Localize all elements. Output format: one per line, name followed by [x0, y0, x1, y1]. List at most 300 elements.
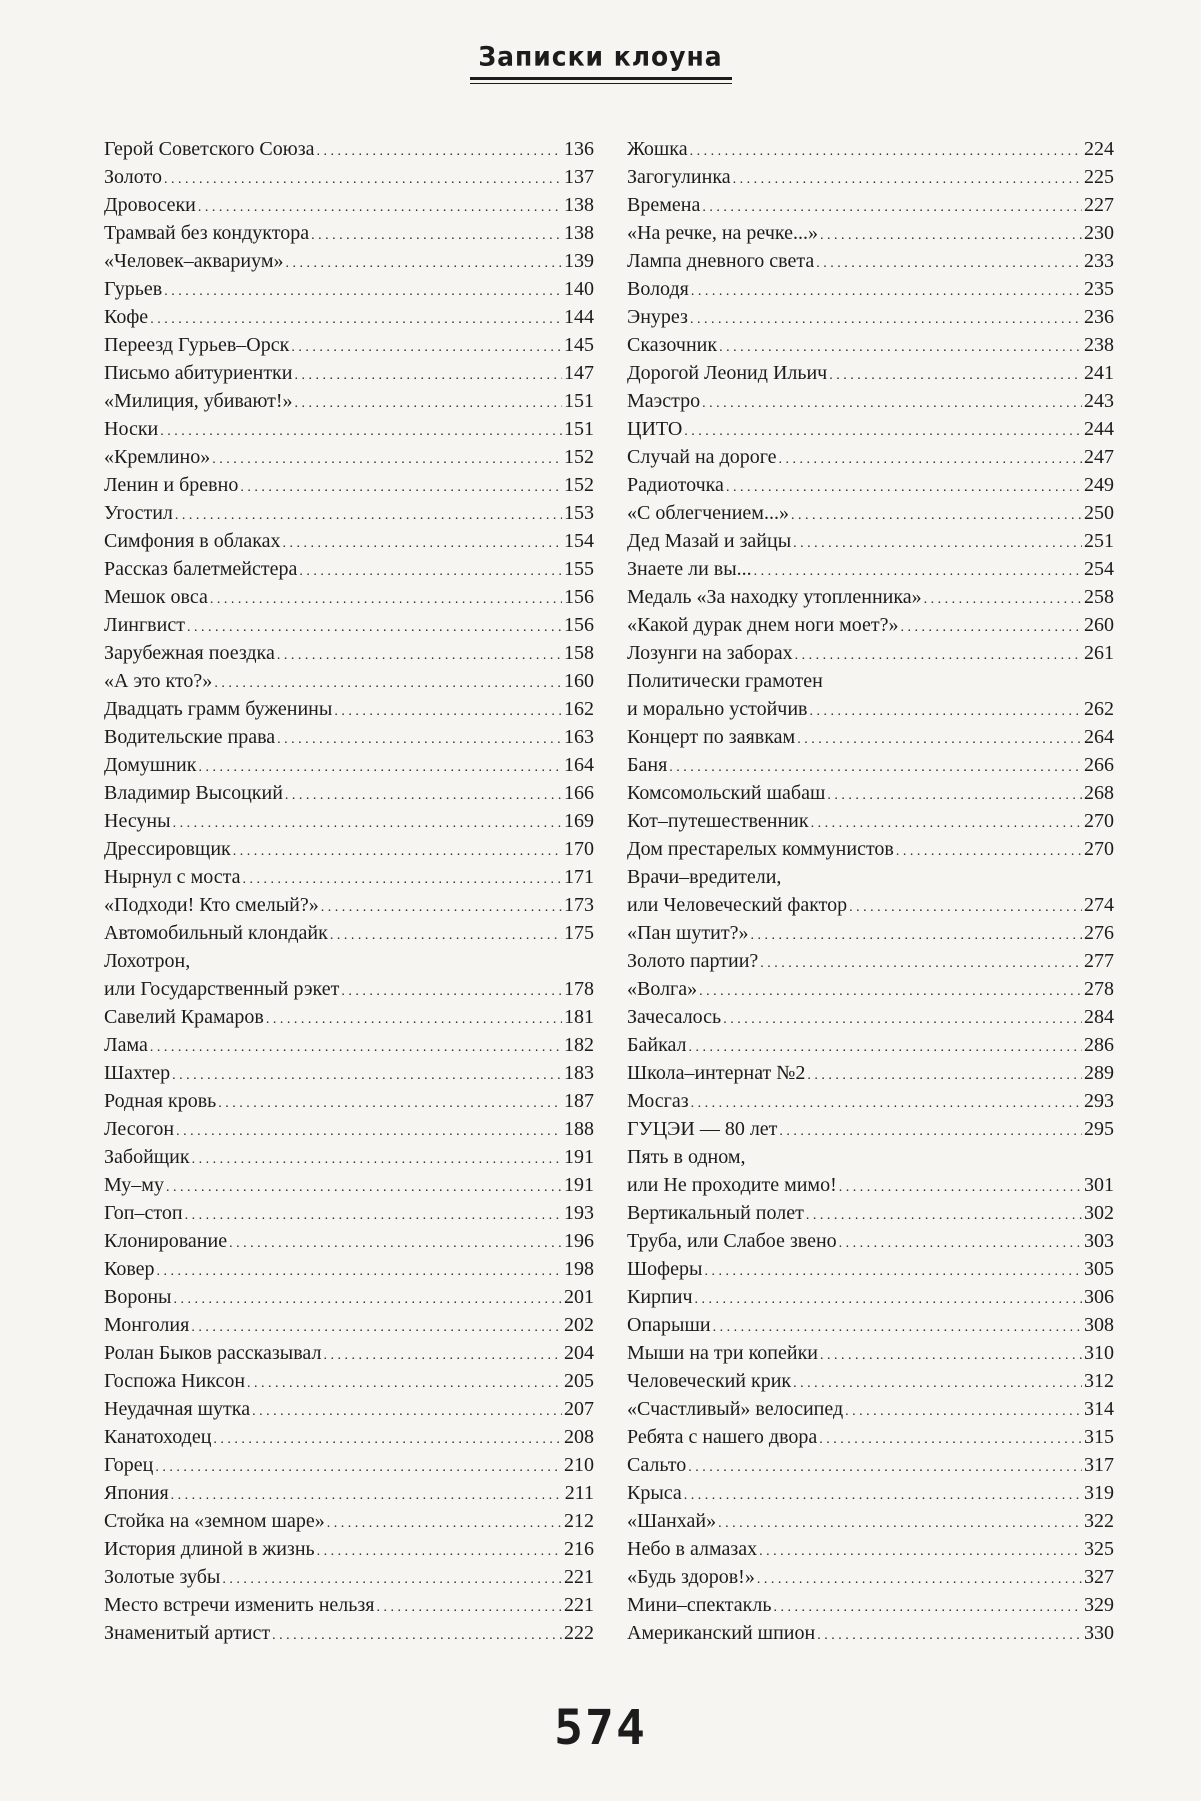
dot-leader [334, 698, 562, 726]
toc-entry [104, 639, 594, 667]
dot-leader [779, 446, 1082, 474]
dot-leader [750, 922, 1082, 950]
toc-entry-title: Вороны [104, 1286, 172, 1308]
toc-entry-page: 295 [1084, 1118, 1114, 1140]
toc-entry [627, 443, 1114, 471]
dot-leader [793, 530, 1082, 558]
toc-entry [104, 863, 594, 891]
dot-leader [809, 698, 1082, 726]
toc-entry [104, 1143, 594, 1171]
dot-leader [277, 726, 562, 754]
toc-entry-page: 289 [1084, 1062, 1114, 1084]
toc-entry [104, 1619, 594, 1647]
toc-entry-title: Дорогой Леонид Ильич [627, 362, 828, 384]
toc-entry-page: 144 [564, 306, 594, 328]
toc-entry [627, 387, 1114, 415]
dot-leader [723, 1006, 1082, 1034]
toc-entry-page: 198 [564, 1258, 594, 1280]
toc-entry-page: 211 [564, 1482, 594, 1504]
dot-leader [699, 978, 1082, 1006]
toc-entry-page: 221 [564, 1594, 594, 1616]
toc-entry-title: Несуны [104, 810, 171, 832]
toc-entry [104, 975, 594, 1003]
dot-leader [806, 1202, 1082, 1230]
toc-entry [627, 1059, 1114, 1087]
toc-entry-title: Мыши на три копейки [627, 1342, 818, 1364]
toc-entry [627, 247, 1114, 275]
toc-entry-title: Золотые зубы [104, 1566, 221, 1588]
toc-entry [627, 835, 1114, 863]
toc-entry [627, 919, 1114, 947]
dot-leader [173, 1286, 562, 1314]
toc-entry-page: 233 [1084, 250, 1114, 272]
dot-leader [164, 166, 562, 194]
dot-leader [713, 1314, 1082, 1342]
toc-entry-title: Лампа дневного света [627, 250, 815, 272]
toc-entry [627, 1339, 1114, 1367]
dot-leader [341, 978, 562, 1006]
toc-entry [627, 1563, 1114, 1591]
toc-entry-page: 224 [1084, 138, 1114, 160]
toc-entry-page: 170 [564, 838, 594, 860]
toc-entry-title: Американский шпион [627, 1622, 816, 1644]
toc-entry-page: 160 [564, 670, 594, 692]
toc-entry-title: Герой Советского Союза [104, 138, 315, 160]
toc-entry [627, 1619, 1114, 1647]
dot-leader [901, 614, 1082, 642]
toc-entry [627, 639, 1114, 667]
toc-entry-page: 201 [564, 1286, 594, 1308]
toc-entry [104, 611, 594, 639]
dot-leader [689, 1034, 1082, 1062]
toc-entry-page: 235 [1084, 278, 1114, 300]
toc-entry [627, 1003, 1114, 1031]
toc-entry-page: 276 [1084, 922, 1114, 944]
toc-entry-title: Ролан Быков рассказывал [104, 1342, 322, 1364]
toc-left-column [104, 135, 594, 1647]
toc-entry-title: Канатоходец [104, 1426, 212, 1448]
toc-entry [104, 1395, 594, 1423]
dot-leader [791, 502, 1082, 530]
toc-entry-title: Небо в алмазах [627, 1538, 758, 1560]
toc-entry-title: Сказочник [627, 334, 718, 356]
toc-entry [627, 415, 1114, 443]
toc-entry [627, 1423, 1114, 1451]
toc-entry [627, 975, 1114, 1003]
toc-entry-page: 277 [1084, 950, 1114, 972]
dot-leader [317, 138, 563, 166]
dot-leader [166, 1174, 562, 1202]
dot-leader [222, 1566, 562, 1594]
dot-leader [213, 1426, 562, 1454]
toc-entry-title: Лама [104, 1034, 148, 1056]
dot-leader [266, 1006, 562, 1034]
toc-entry-title: ГУЦЭИ — 80 лет [627, 1118, 778, 1140]
toc-entry [627, 1143, 1114, 1171]
toc-entry [627, 1283, 1114, 1311]
toc-entry-page: 238 [1084, 334, 1114, 356]
toc-entry [104, 1003, 594, 1031]
toc-entry-title: Загогулинка [627, 166, 731, 188]
toc-entry-page: 171 [564, 866, 594, 888]
toc-entry-title: Горец [104, 1454, 154, 1476]
toc-entry [104, 1591, 594, 1619]
toc-entry-page: 251 [1084, 530, 1114, 552]
dot-leader [690, 138, 1082, 166]
dot-leader [155, 1454, 562, 1482]
dot-leader [797, 726, 1082, 754]
toc-entry [104, 219, 594, 247]
toc-entry [104, 751, 594, 779]
toc-entry-page: 208 [564, 1426, 594, 1448]
toc-entry-title: «Счастливый» велосипед [627, 1398, 844, 1420]
dot-leader [819, 1426, 1082, 1454]
toc-entry-page: 183 [564, 1062, 594, 1084]
dot-leader [376, 1594, 562, 1622]
dot-leader [726, 474, 1082, 502]
dot-leader [807, 1062, 1082, 1090]
toc-entry [627, 583, 1114, 611]
toc-entry-title: Гоп–стоп [104, 1202, 183, 1224]
toc-entry [104, 1031, 594, 1059]
dot-leader [684, 418, 1082, 446]
toc-entry-title: или Не проходите мимо! [627, 1174, 837, 1196]
dot-leader [684, 1482, 1082, 1510]
toc-entry-title: Лесогон [104, 1118, 175, 1140]
dot-leader [252, 1398, 562, 1426]
toc-entry [627, 891, 1114, 919]
toc-entry [627, 1367, 1114, 1395]
toc-entry [104, 1227, 594, 1255]
toc-entry [627, 499, 1114, 527]
toc-entry [104, 1563, 594, 1591]
dot-leader [669, 754, 1082, 782]
dot-leader [295, 390, 562, 418]
toc-entry [104, 499, 594, 527]
toc-entry [104, 1199, 594, 1227]
toc-entry-page: 178 [564, 978, 594, 1000]
dot-leader [242, 866, 562, 894]
toc-entry-page: 145 [564, 334, 594, 356]
dot-leader [733, 166, 1082, 194]
toc-entry [627, 555, 1114, 583]
toc-entry [627, 1087, 1114, 1115]
toc-entry-title: Монголия [104, 1314, 190, 1336]
toc-entry-page: 191 [564, 1174, 594, 1196]
dot-leader [691, 1090, 1082, 1118]
toc-entry-title: или Государственный рэкет [104, 978, 340, 1000]
toc-entry-page: 301 [1084, 1174, 1114, 1196]
toc-entry [627, 947, 1114, 975]
toc-entry-page: 210 [564, 1454, 594, 1476]
toc-entry-page: 173 [564, 894, 594, 916]
toc-entry-title: «Человек–аквариум» [104, 250, 284, 272]
toc-entry-title: Клонирование [104, 1230, 228, 1252]
toc-entry-page: 205 [564, 1370, 594, 1392]
toc-entry [104, 471, 594, 499]
toc-entry-page: 158 [564, 642, 594, 664]
dot-leader [198, 194, 562, 222]
toc-entry [104, 303, 594, 331]
toc-entry-page: 241 [1084, 362, 1114, 384]
toc-entry-title: Человеческий крик [627, 1370, 792, 1392]
toc-entry-title: Труба, или Слабое звено [627, 1230, 837, 1252]
dot-leader [291, 334, 562, 362]
toc-entry-page: 151 [564, 390, 594, 412]
dot-leader [829, 362, 1082, 390]
dot-leader [793, 1370, 1082, 1398]
dot-leader [820, 1342, 1082, 1370]
toc-entry-title: Концерт по заявкам [627, 726, 796, 748]
dot-leader [760, 950, 1082, 978]
toc-entry [104, 331, 594, 359]
dot-leader [695, 1286, 1082, 1314]
toc-entry [104, 359, 594, 387]
toc-entry-title: «Будь здоров!» [627, 1566, 755, 1588]
toc-entry-page: 270 [1084, 838, 1114, 860]
toc-entry-page: 314 [1084, 1398, 1114, 1420]
toc-entry-title: Опарыши [627, 1314, 711, 1336]
toc-entry [104, 191, 594, 219]
toc-entry-title: «Подходи! Кто смелый?» [104, 894, 319, 916]
toc-entry-page: 244 [1084, 418, 1114, 440]
toc-entry-page: 254 [1084, 558, 1114, 580]
toc-entry-title: Забойщик [104, 1146, 190, 1168]
toc-entry-title: Письмо абитуриентки [104, 362, 293, 384]
dot-leader [212, 446, 562, 474]
toc-entry-title: Стойка на «земном шаре» [104, 1510, 325, 1532]
toc-entry-page: 303 [1084, 1230, 1114, 1252]
dot-leader [192, 1146, 562, 1174]
toc-entry-page: 140 [564, 278, 594, 300]
toc-entry [104, 1479, 594, 1507]
toc-entry-title: Золото [104, 166, 162, 188]
toc-entry-title: Лингвист [104, 614, 185, 636]
dot-leader [702, 194, 1082, 222]
toc-entry-title: Переезд Гурьев–Орск [104, 334, 290, 356]
toc-entry-page: 152 [564, 474, 594, 496]
toc-entry-title: Место встречи изменить нельзя [104, 1594, 375, 1616]
dot-leader [283, 530, 562, 558]
toc-entry [627, 695, 1114, 723]
dot-leader [173, 810, 562, 838]
toc-entry-title: Зачесалось [627, 1006, 722, 1028]
toc-entry-title: Комсомольский шабаш [627, 782, 826, 804]
toc-entry-title: Пять в одном, [627, 1146, 746, 1168]
toc-entry [627, 1171, 1114, 1199]
running-head [0, 42, 1201, 71]
dot-leader [164, 278, 562, 306]
toc-entry-title: Лозунги на заборах [627, 642, 793, 664]
toc-entry-page: 325 [1084, 1538, 1114, 1560]
dot-leader [773, 1594, 1082, 1622]
toc-entry-page: 262 [1084, 698, 1114, 720]
dot-leader [175, 502, 562, 530]
toc-entry-page: 274 [1084, 894, 1114, 916]
toc-entry-page: 163 [564, 726, 594, 748]
toc-entry [627, 1031, 1114, 1059]
dot-leader [172, 1062, 562, 1090]
toc-entry-title: Водительские права [104, 726, 276, 748]
toc-entry-title: Мешок овса [104, 586, 208, 608]
toc-entry-page: 152 [564, 446, 594, 468]
page-number: 574 [554, 1700, 647, 1756]
dot-leader [323, 1342, 562, 1370]
dot-leader [171, 1482, 563, 1510]
toc-entry-page: 243 [1084, 390, 1114, 412]
toc-entry-title: «На речке, на речке...» [627, 222, 818, 244]
toc-entry-page: 225 [1084, 166, 1114, 188]
toc-entry-title: Крыса [627, 1482, 682, 1504]
toc-entry-page: 139 [564, 250, 594, 272]
toc-entry [627, 135, 1114, 163]
toc-entry-title: Знаменитый артист [104, 1622, 271, 1644]
toc-entry [627, 1115, 1114, 1143]
toc-entry-page: 327 [1084, 1566, 1114, 1588]
toc-entry-page: 315 [1084, 1426, 1114, 1448]
toc-entry [627, 1199, 1114, 1227]
toc-entry-page: 204 [564, 1342, 594, 1364]
toc-entry-title: Ковер [104, 1258, 155, 1280]
toc-entry [104, 555, 594, 583]
toc-entry [627, 1451, 1114, 1479]
toc-entry-page: 216 [564, 1538, 594, 1560]
dot-leader [327, 1510, 562, 1538]
toc-entry-page: 151 [564, 418, 594, 440]
toc-entry-title: или Человеческий фактор [627, 894, 848, 916]
toc-entry [627, 1227, 1114, 1255]
toc-entry [627, 611, 1114, 639]
toc-entry [104, 1059, 594, 1087]
toc-entry-page: 250 [1084, 502, 1114, 524]
toc-entry-title: Политически грамотен [627, 670, 823, 692]
toc-entry-page: 164 [564, 754, 594, 776]
dot-leader [839, 1174, 1082, 1202]
toc-entry-title: Савелий Крамаров [104, 1006, 264, 1028]
toc-entry-title: Кот–путешественник [627, 810, 809, 832]
toc-entry-title: Золото партии? [627, 950, 759, 972]
toc-entry-page: 182 [564, 1034, 594, 1056]
dot-leader [272, 1622, 562, 1650]
toc-entry-page: 312 [1084, 1370, 1114, 1392]
toc-entry-page: 236 [1084, 306, 1114, 328]
toc-entry-title: Дед Мазай и зайцы [627, 530, 792, 552]
toc-entry-page: 306 [1084, 1286, 1114, 1308]
toc-entry-title: Мосгаз [627, 1090, 689, 1112]
toc-entry [104, 807, 594, 835]
toc-entry-title: Владимир Высоцкий [104, 782, 283, 804]
dot-leader [827, 782, 1082, 810]
dot-leader [294, 362, 562, 390]
toc-entry-title: Дрессировщик [104, 838, 231, 860]
dot-leader [688, 1454, 1082, 1482]
dot-leader [845, 1398, 1082, 1426]
dot-leader [817, 1622, 1082, 1650]
dot-leader [311, 222, 562, 250]
toc-entry [627, 1535, 1114, 1563]
toc-entry [627, 191, 1114, 219]
toc-entry-page: 202 [564, 1314, 594, 1336]
toc-entry [104, 1283, 594, 1311]
toc-entry [104, 247, 594, 275]
dot-leader [299, 558, 562, 586]
toc-entry-title: Зарубежная поездка [104, 642, 275, 664]
dot-leader [247, 1370, 562, 1398]
toc-entry [104, 583, 594, 611]
toc-entry-title: Япония [104, 1482, 169, 1504]
toc-entry-page: 317 [1084, 1454, 1114, 1476]
toc-entry-title: Жошка [627, 138, 688, 160]
dot-leader [690, 306, 1082, 334]
toc-entry-title: Му–му [104, 1174, 164, 1196]
dot-leader [321, 894, 562, 922]
toc-right-column [627, 135, 1114, 1647]
dot-leader [233, 838, 562, 866]
toc-entry-title: Автомобильный клондайк [104, 922, 328, 944]
dot-leader [286, 250, 562, 278]
toc-entry-page: 156 [564, 586, 594, 608]
toc-entry [627, 751, 1114, 779]
toc-entry [104, 1115, 594, 1143]
toc-entry [104, 415, 594, 443]
dot-leader [229, 1230, 562, 1258]
toc-entry-title: Госпожа Никсон [104, 1370, 246, 1392]
toc-entry-page: 221 [564, 1566, 594, 1588]
dot-leader [820, 222, 1082, 250]
dot-leader [896, 838, 1082, 866]
toc-entry-title: Мини–спектакль [627, 1594, 772, 1616]
toc-entry [104, 723, 594, 751]
dot-leader [218, 1090, 562, 1118]
toc-entry-page: 293 [1084, 1090, 1114, 1112]
toc-entry [104, 695, 594, 723]
dot-leader [795, 642, 1082, 670]
dot-leader [317, 1538, 562, 1566]
toc-entry-page: 136 [564, 138, 594, 160]
toc-entry-page: 268 [1084, 782, 1114, 804]
toc-entry-page: 153 [564, 502, 594, 524]
toc-entry [104, 1339, 594, 1367]
toc-entry-title: «Кремлино» [104, 446, 211, 468]
dot-leader [779, 1118, 1082, 1146]
toc-entry-title: Неудачная шутка [104, 1398, 251, 1420]
dot-leader [839, 1230, 1082, 1258]
toc-entry-page: 196 [564, 1230, 594, 1252]
dot-leader [691, 278, 1082, 306]
toc-entry [104, 1171, 594, 1199]
toc-entry-title: ЦИТО [627, 418, 683, 440]
toc-entry-title: Радиоточка [627, 474, 724, 496]
toc-entry [627, 275, 1114, 303]
toc-entry [627, 331, 1114, 359]
dot-leader [757, 1566, 1082, 1594]
dot-leader [214, 670, 562, 698]
dot-leader [150, 1034, 562, 1062]
toc-entry-title: Ребята с нашего двора [627, 1426, 818, 1448]
toc-entry-title: Дровосеки [104, 194, 196, 216]
toc-entry-title: «А это кто?» [104, 670, 213, 692]
dot-leader [277, 642, 562, 670]
toc-entry-page: 193 [564, 1202, 594, 1224]
toc-entry-title: Байкал [627, 1034, 687, 1056]
toc-entry-title: и морально устойчив [627, 698, 808, 720]
dot-leader [718, 1510, 1082, 1538]
toc-entry [627, 863, 1114, 891]
dot-leader [157, 1258, 562, 1286]
toc-entry-title: Трамвай без кондуктора [104, 222, 310, 244]
toc-entry-page: 222 [564, 1622, 594, 1644]
toc-entry-page: 264 [1084, 726, 1114, 748]
